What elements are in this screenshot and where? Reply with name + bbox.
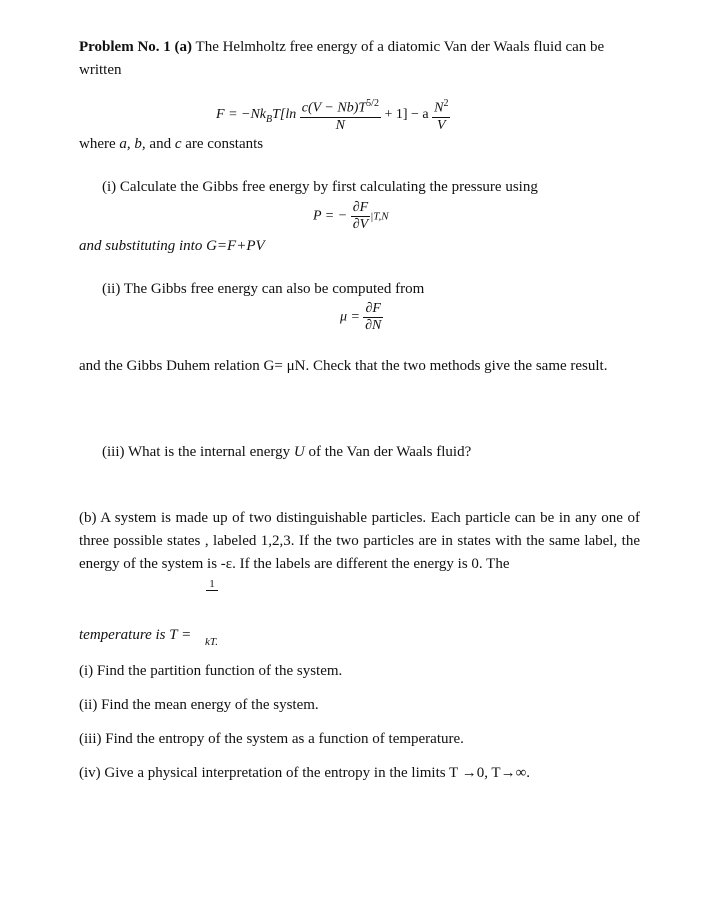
- problem-intro: [79, 36, 639, 82]
- question-a-ii-follow: and the Gibbs Duhem relation G= μN. Check that the two methods give the same result.: [79, 358, 608, 374]
- question-b-iii: (iii) Find the entropy of the system as a function of temperature.: [79, 731, 464, 747]
- helmholtz-log-fraction: $\frac{c(V - Nb)T^{5/2}}{N}$: [301, 98, 379, 133]
- pressure-equation: P = − $\frac{\partial F}{\partial V}$ |T,N: [313, 200, 389, 232]
- problem-heading: Problem No. 1 (a): [79, 39, 193, 55]
- question-b-i: (i) Find the partition function of the system.: [79, 663, 343, 679]
- question-a-i: (i) Calculate the Gibbs free energy by first calculating the pressure using: [102, 179, 538, 195]
- temperature-fraction-denominator: kT.: [205, 636, 218, 648]
- question-a-i-follow: and substituting into G=F+PV: [79, 238, 265, 254]
- question-b-ii: (ii) Find the mean energy of the system.: [79, 697, 319, 713]
- temperature-fraction-numerator: 1: [206, 578, 218, 591]
- part-b-description: (b) A system is made up of two distinguishable particles. Each particle can be in any one of three possible states , labeled 1,2,3. If the two particles are in states with the same label, the energy of the system is -ε. If the labels are different the energy is 0. The: [79, 510, 640, 572]
- temperature-line: temperature is T =: [79, 627, 192, 643]
- question-a-iii: (iii) What is the internal energy U of the Van der Waals fluid?: [102, 444, 472, 460]
- question-a-ii: (ii) The Gibbs free energy can also be computed from: [102, 281, 425, 297]
- helmholtz-equation: $F = -Nk_BT[\ln$ $\frac{c(V - Nb)T^{5/2}}{N}$ + 1] − a $\frac{N^2}{V}$: [216, 98, 449, 133]
- problem-intro-text: The Helmholtz free energy of a diatomic Van der Waals fluid can be written: [79, 39, 605, 78]
- helmholtz-n2-over-v-fraction: $\frac{N^2}{V}$: [434, 98, 449, 133]
- chemical-potential-equation: μ = $\frac{\partial F}{\partial N}$: [340, 301, 382, 333]
- question-b-iv: (iv) Give a physical interpretation of the entropy in the limits T →0, T→∞.: [79, 765, 531, 781]
- constants-line: where a, b, and c are constants: [79, 136, 264, 152]
